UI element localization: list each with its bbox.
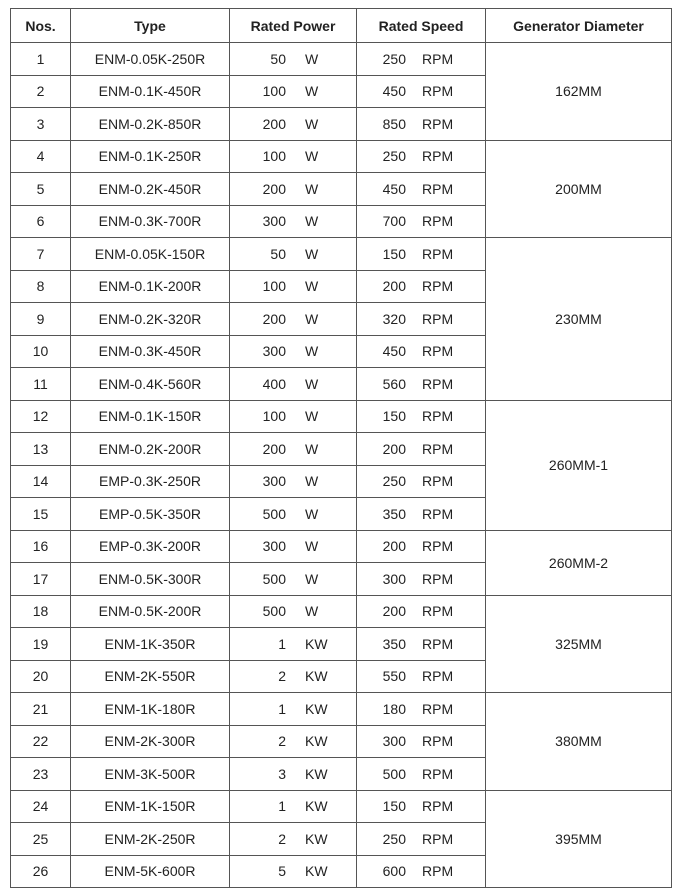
cell-rated-power bbox=[230, 303, 357, 336]
table-header-row bbox=[11, 9, 672, 43]
rated-speed-value bbox=[357, 376, 485, 392]
rated-speed-value bbox=[357, 408, 485, 424]
cell-no: 9 bbox=[11, 303, 71, 336]
rated-power-number: 300 bbox=[262, 343, 286, 360]
rated-power-unit: W bbox=[305, 343, 319, 360]
cell-rated-speed bbox=[357, 400, 486, 433]
rated-speed-unit: RPM bbox=[422, 798, 454, 815]
cell-type: ENM-1K-350R bbox=[71, 628, 230, 661]
cell-type: ENM-0.5K-200R bbox=[71, 595, 230, 628]
rated-power-unit: W bbox=[305, 83, 319, 100]
cell-rated-power bbox=[230, 140, 357, 173]
table-body bbox=[11, 43, 672, 888]
cell-rated-speed bbox=[357, 368, 486, 401]
rated-power-unit: KW bbox=[305, 668, 328, 685]
rated-power-unit: W bbox=[305, 538, 319, 555]
table-row bbox=[11, 238, 672, 271]
rated-speed-number: 200 bbox=[382, 278, 406, 295]
rated-speed-unit: RPM bbox=[422, 440, 454, 457]
cell-no: 22 bbox=[11, 725, 71, 758]
rated-power-number: 2 bbox=[278, 830, 286, 847]
cell-rated-power bbox=[230, 173, 357, 206]
rated-power-value bbox=[230, 278, 356, 294]
table-row bbox=[11, 595, 672, 628]
cell-rated-speed bbox=[357, 238, 486, 271]
cell-no: 14 bbox=[11, 465, 71, 498]
cell-rated-speed bbox=[357, 173, 486, 206]
cell-no: 5 bbox=[11, 173, 71, 206]
cell-rated-speed bbox=[357, 628, 486, 661]
cell-no: 23 bbox=[11, 758, 71, 791]
cell-rated-power bbox=[230, 530, 357, 563]
rated-speed-number: 350 bbox=[382, 635, 406, 652]
rated-speed-value bbox=[357, 473, 485, 489]
rated-speed-value bbox=[357, 278, 485, 294]
rated-power-value bbox=[230, 668, 356, 684]
rated-speed-number: 180 bbox=[382, 700, 406, 717]
cell-rated-power bbox=[230, 238, 357, 271]
rated-speed-number: 320 bbox=[382, 310, 406, 327]
rated-speed-unit: RPM bbox=[422, 83, 454, 100]
rated-power-number: 2 bbox=[278, 668, 286, 685]
cell-rated-power bbox=[230, 465, 357, 498]
table-row bbox=[11, 140, 672, 173]
table-row bbox=[11, 43, 672, 76]
rated-speed-number: 450 bbox=[382, 83, 406, 100]
cell-rated-power bbox=[230, 758, 357, 791]
rated-power-unit: KW bbox=[305, 798, 328, 815]
rated-speed-number: 250 bbox=[382, 148, 406, 165]
cell-rated-speed bbox=[357, 108, 486, 141]
rated-power-unit: W bbox=[305, 408, 319, 425]
rated-power-value bbox=[230, 343, 356, 359]
cell-rated-speed bbox=[357, 43, 486, 76]
rated-power-number: 200 bbox=[262, 440, 286, 457]
rated-power-number: 500 bbox=[262, 505, 286, 522]
cell-rated-speed bbox=[357, 758, 486, 791]
rated-speed-unit: RPM bbox=[422, 148, 454, 165]
cell-type: ENM-3K-500R bbox=[71, 758, 230, 791]
cell-rated-speed bbox=[357, 563, 486, 596]
cell-rated-power bbox=[230, 75, 357, 108]
rated-speed-value bbox=[357, 51, 485, 67]
rated-power-value bbox=[230, 766, 356, 782]
rated-speed-unit: RPM bbox=[422, 278, 454, 295]
rated-power-value bbox=[230, 538, 356, 554]
rated-speed-value bbox=[357, 343, 485, 359]
rated-power-unit: W bbox=[305, 310, 319, 327]
rated-power-unit: W bbox=[305, 570, 319, 587]
cell-rated-speed bbox=[357, 335, 486, 368]
rated-power-value bbox=[230, 148, 356, 164]
rated-power-unit: W bbox=[305, 440, 319, 457]
cell-no: 24 bbox=[11, 790, 71, 823]
rated-speed-value bbox=[357, 441, 485, 457]
rated-speed-number: 150 bbox=[382, 408, 406, 425]
cell-no: 17 bbox=[11, 563, 71, 596]
rated-power-value bbox=[230, 181, 356, 197]
cell-type: ENM-0.05K-150R bbox=[71, 238, 230, 271]
cell-no: 25 bbox=[11, 823, 71, 856]
rated-power-number: 2 bbox=[278, 733, 286, 750]
rated-speed-value bbox=[357, 538, 485, 554]
cell-no: 18 bbox=[11, 595, 71, 628]
cell-no: 13 bbox=[11, 433, 71, 466]
rated-power-number: 300 bbox=[262, 538, 286, 555]
rated-speed-unit: RPM bbox=[422, 733, 454, 750]
rated-speed-unit: RPM bbox=[422, 570, 454, 587]
rated-power-number: 100 bbox=[262, 408, 286, 425]
cell-rated-speed bbox=[357, 433, 486, 466]
rated-power-value bbox=[230, 246, 356, 262]
rated-speed-value bbox=[357, 83, 485, 99]
rated-power-unit: W bbox=[305, 115, 319, 132]
rated-power-unit: W bbox=[305, 245, 319, 262]
cell-type: ENM-0.1K-450R bbox=[71, 75, 230, 108]
cell-rated-power bbox=[230, 205, 357, 238]
column-header-type: Type bbox=[71, 9, 230, 43]
rated-power-number: 200 bbox=[262, 115, 286, 132]
cell-no: 6 bbox=[11, 205, 71, 238]
cell-no: 8 bbox=[11, 270, 71, 303]
rated-power-unit: W bbox=[305, 473, 319, 490]
rated-speed-unit: RPM bbox=[422, 830, 454, 847]
cell-rated-speed bbox=[357, 693, 486, 726]
cell-rated-power bbox=[230, 400, 357, 433]
cell-no: 26 bbox=[11, 855, 71, 888]
cell-no: 19 bbox=[11, 628, 71, 661]
rated-speed-unit: RPM bbox=[422, 505, 454, 522]
column-header-rated-speed: Rated Speed bbox=[357, 9, 486, 43]
rated-speed-value bbox=[357, 311, 485, 327]
cell-type: ENM-0.2K-850R bbox=[71, 108, 230, 141]
rated-speed-value bbox=[357, 181, 485, 197]
rated-speed-value bbox=[357, 116, 485, 132]
cell-type: ENM-5K-600R bbox=[71, 855, 230, 888]
cell-rated-power bbox=[230, 43, 357, 76]
cell-no: 10 bbox=[11, 335, 71, 368]
rated-power-number: 200 bbox=[262, 310, 286, 327]
cell-type: ENM-0.2K-450R bbox=[71, 173, 230, 206]
rated-speed-unit: RPM bbox=[422, 343, 454, 360]
rated-power-unit: W bbox=[305, 278, 319, 295]
rated-power-value bbox=[230, 506, 356, 522]
cell-rated-speed bbox=[357, 205, 486, 238]
cell-type: ENM-0.05K-250R bbox=[71, 43, 230, 76]
cell-rated-speed bbox=[357, 855, 486, 888]
cell-type: ENM-1K-150R bbox=[71, 790, 230, 823]
rated-speed-number: 150 bbox=[382, 798, 406, 815]
rated-power-number: 300 bbox=[262, 473, 286, 490]
rated-power-number: 100 bbox=[262, 278, 286, 295]
cell-no: 4 bbox=[11, 140, 71, 173]
cell-rated-speed bbox=[357, 660, 486, 693]
column-header-rated-power: Rated Power bbox=[230, 9, 357, 43]
rated-speed-unit: RPM bbox=[422, 765, 454, 782]
rated-power-value bbox=[230, 83, 356, 99]
rated-speed-unit: RPM bbox=[422, 50, 454, 67]
cell-rated-power bbox=[230, 855, 357, 888]
cell-type: ENM-2K-300R bbox=[71, 725, 230, 758]
rated-power-value bbox=[230, 863, 356, 879]
rated-power-number: 200 bbox=[262, 180, 286, 197]
cell-type: ENM-0.1K-150R bbox=[71, 400, 230, 433]
cell-no: 15 bbox=[11, 498, 71, 531]
cell-rated-speed bbox=[357, 75, 486, 108]
cell-generator-diameter: 325MM bbox=[486, 595, 672, 693]
rated-power-number: 100 bbox=[262, 148, 286, 165]
rated-speed-unit: RPM bbox=[422, 700, 454, 717]
cell-no: 7 bbox=[11, 238, 71, 271]
rated-speed-unit: RPM bbox=[422, 180, 454, 197]
cell-rated-speed bbox=[357, 790, 486, 823]
cell-no: 12 bbox=[11, 400, 71, 433]
cell-no: 1 bbox=[11, 43, 71, 76]
cell-rated-speed bbox=[357, 823, 486, 856]
cell-generator-diameter: 395MM bbox=[486, 790, 672, 888]
rated-power-value bbox=[230, 701, 356, 717]
rated-power-value bbox=[230, 733, 356, 749]
rated-power-value bbox=[230, 116, 356, 132]
cell-type: ENM-0.2K-200R bbox=[71, 433, 230, 466]
rated-speed-number: 700 bbox=[382, 213, 406, 230]
rated-power-unit: W bbox=[305, 50, 319, 67]
cell-rated-power bbox=[230, 368, 357, 401]
rated-speed-number: 550 bbox=[382, 668, 406, 685]
rated-power-number: 50 bbox=[270, 245, 286, 262]
rated-speed-unit: RPM bbox=[422, 473, 454, 490]
rated-power-number: 50 bbox=[270, 50, 286, 67]
rated-power-unit: W bbox=[305, 603, 319, 620]
cell-type: ENM-2K-250R bbox=[71, 823, 230, 856]
rated-speed-value bbox=[357, 863, 485, 879]
cell-type: ENM-0.1K-250R bbox=[71, 140, 230, 173]
rated-speed-value bbox=[357, 213, 485, 229]
cell-no: 20 bbox=[11, 660, 71, 693]
rated-power-number: 1 bbox=[278, 635, 286, 652]
rated-power-number: 1 bbox=[278, 700, 286, 717]
rated-power-value bbox=[230, 636, 356, 652]
rated-power-unit: W bbox=[305, 505, 319, 522]
rated-speed-number: 300 bbox=[382, 733, 406, 750]
cell-rated-speed bbox=[357, 465, 486, 498]
cell-rated-power bbox=[230, 335, 357, 368]
rated-speed-value bbox=[357, 506, 485, 522]
cell-rated-power bbox=[230, 563, 357, 596]
cell-rated-power bbox=[230, 660, 357, 693]
generator-spec-table bbox=[10, 8, 672, 888]
cell-rated-power bbox=[230, 498, 357, 531]
cell-rated-speed bbox=[357, 595, 486, 628]
rated-speed-number: 200 bbox=[382, 603, 406, 620]
rated-power-unit: KW bbox=[305, 863, 328, 880]
cell-rated-power bbox=[230, 823, 357, 856]
rated-power-unit: KW bbox=[305, 830, 328, 847]
rated-power-number: 100 bbox=[262, 83, 286, 100]
rated-speed-unit: RPM bbox=[422, 538, 454, 555]
cell-no: 3 bbox=[11, 108, 71, 141]
rated-speed-unit: RPM bbox=[422, 213, 454, 230]
cell-type: EMP-0.3K-200R bbox=[71, 530, 230, 563]
cell-rated-speed bbox=[357, 498, 486, 531]
column-header-generator-diameter: Generator Diameter bbox=[486, 9, 672, 43]
cell-rated-power bbox=[230, 725, 357, 758]
rated-speed-number: 250 bbox=[382, 830, 406, 847]
rated-power-value bbox=[230, 571, 356, 587]
rated-power-unit: W bbox=[305, 148, 319, 165]
cell-no: 2 bbox=[11, 75, 71, 108]
cell-rated-power bbox=[230, 433, 357, 466]
rated-power-value bbox=[230, 311, 356, 327]
rated-power-value bbox=[230, 831, 356, 847]
rated-speed-unit: RPM bbox=[422, 668, 454, 685]
rated-speed-value bbox=[357, 798, 485, 814]
cell-rated-speed bbox=[357, 270, 486, 303]
rated-speed-value bbox=[357, 148, 485, 164]
rated-speed-value bbox=[357, 636, 485, 652]
table-row bbox=[11, 693, 672, 726]
rated-speed-number: 850 bbox=[382, 115, 406, 132]
cell-rated-power bbox=[230, 270, 357, 303]
rated-power-value bbox=[230, 603, 356, 619]
cell-type: ENM-0.4K-560R bbox=[71, 368, 230, 401]
rated-speed-number: 350 bbox=[382, 505, 406, 522]
rated-power-value bbox=[230, 441, 356, 457]
cell-type: ENM-0.3K-700R bbox=[71, 205, 230, 238]
rated-power-unit: KW bbox=[305, 733, 328, 750]
cell-rated-power bbox=[230, 108, 357, 141]
cell-no: 16 bbox=[11, 530, 71, 563]
cell-rated-power bbox=[230, 693, 357, 726]
rated-speed-number: 250 bbox=[382, 50, 406, 67]
cell-type: ENM-2K-550R bbox=[71, 660, 230, 693]
rated-power-value bbox=[230, 213, 356, 229]
rated-speed-number: 150 bbox=[382, 245, 406, 262]
rated-power-unit: W bbox=[305, 213, 319, 230]
cell-rated-speed bbox=[357, 303, 486, 336]
cell-type: ENM-1K-180R bbox=[71, 693, 230, 726]
rated-power-unit: KW bbox=[305, 700, 328, 717]
rated-speed-unit: RPM bbox=[422, 310, 454, 327]
cell-type: ENM-0.2K-320R bbox=[71, 303, 230, 336]
rated-speed-unit: RPM bbox=[422, 863, 454, 880]
column-header-no: Nos. bbox=[11, 9, 71, 43]
rated-speed-value bbox=[357, 701, 485, 717]
rated-speed-number: 450 bbox=[382, 343, 406, 360]
rated-power-number: 5 bbox=[278, 863, 286, 880]
rated-power-unit: KW bbox=[305, 635, 328, 652]
rated-speed-value bbox=[357, 668, 485, 684]
rated-power-value bbox=[230, 51, 356, 67]
rated-speed-unit: RPM bbox=[422, 603, 454, 620]
cell-rated-power bbox=[230, 790, 357, 823]
rated-speed-unit: RPM bbox=[422, 375, 454, 392]
cell-rated-power bbox=[230, 628, 357, 661]
rated-speed-number: 450 bbox=[382, 180, 406, 197]
rated-speed-number: 600 bbox=[382, 863, 406, 880]
cell-generator-diameter: 260MM-1 bbox=[486, 400, 672, 530]
cell-type: EMP-0.5K-350R bbox=[71, 498, 230, 531]
cell-type: EMP-0.3K-250R bbox=[71, 465, 230, 498]
rated-power-number: 500 bbox=[262, 603, 286, 620]
rated-speed-number: 500 bbox=[382, 765, 406, 782]
rated-speed-value bbox=[357, 831, 485, 847]
cell-type: ENM-0.3K-450R bbox=[71, 335, 230, 368]
cell-generator-diameter: 162MM bbox=[486, 43, 672, 141]
rated-speed-value bbox=[357, 246, 485, 262]
cell-generator-diameter: 230MM bbox=[486, 238, 672, 401]
cell-rated-speed bbox=[357, 530, 486, 563]
cell-no: 21 bbox=[11, 693, 71, 726]
rated-power-number: 500 bbox=[262, 570, 286, 587]
cell-generator-diameter: 200MM bbox=[486, 140, 672, 238]
rated-power-number: 3 bbox=[278, 765, 286, 782]
rated-speed-unit: RPM bbox=[422, 635, 454, 652]
rated-power-number: 400 bbox=[262, 375, 286, 392]
cell-generator-diameter: 260MM-2 bbox=[486, 530, 672, 595]
cell-type: ENM-0.5K-300R bbox=[71, 563, 230, 596]
rated-power-value bbox=[230, 473, 356, 489]
table-row bbox=[11, 790, 672, 823]
rated-speed-number: 200 bbox=[382, 440, 406, 457]
cell-no: 11 bbox=[11, 368, 71, 401]
cell-rated-power bbox=[230, 595, 357, 628]
cell-rated-speed bbox=[357, 140, 486, 173]
rated-power-value bbox=[230, 408, 356, 424]
cell-type: ENM-0.1K-200R bbox=[71, 270, 230, 303]
rated-speed-number: 300 bbox=[382, 570, 406, 587]
rated-power-unit: KW bbox=[305, 765, 328, 782]
rated-speed-value bbox=[357, 733, 485, 749]
rated-power-value bbox=[230, 798, 356, 814]
rated-power-number: 300 bbox=[262, 213, 286, 230]
rated-power-number: 1 bbox=[278, 798, 286, 815]
cell-rated-speed bbox=[357, 725, 486, 758]
rated-power-value bbox=[230, 376, 356, 392]
rated-speed-unit: RPM bbox=[422, 408, 454, 425]
cell-generator-diameter: 380MM bbox=[486, 693, 672, 791]
rated-speed-number: 560 bbox=[382, 375, 406, 392]
table-row bbox=[11, 400, 672, 433]
rated-power-unit: W bbox=[305, 180, 319, 197]
rated-speed-value bbox=[357, 766, 485, 782]
rated-speed-number: 250 bbox=[382, 473, 406, 490]
rated-speed-unit: RPM bbox=[422, 115, 454, 132]
rated-speed-unit: RPM bbox=[422, 245, 454, 262]
rated-speed-value bbox=[357, 571, 485, 587]
rated-speed-number: 200 bbox=[382, 538, 406, 555]
table-row bbox=[11, 530, 672, 563]
rated-speed-value bbox=[357, 603, 485, 619]
rated-power-unit: W bbox=[305, 375, 319, 392]
